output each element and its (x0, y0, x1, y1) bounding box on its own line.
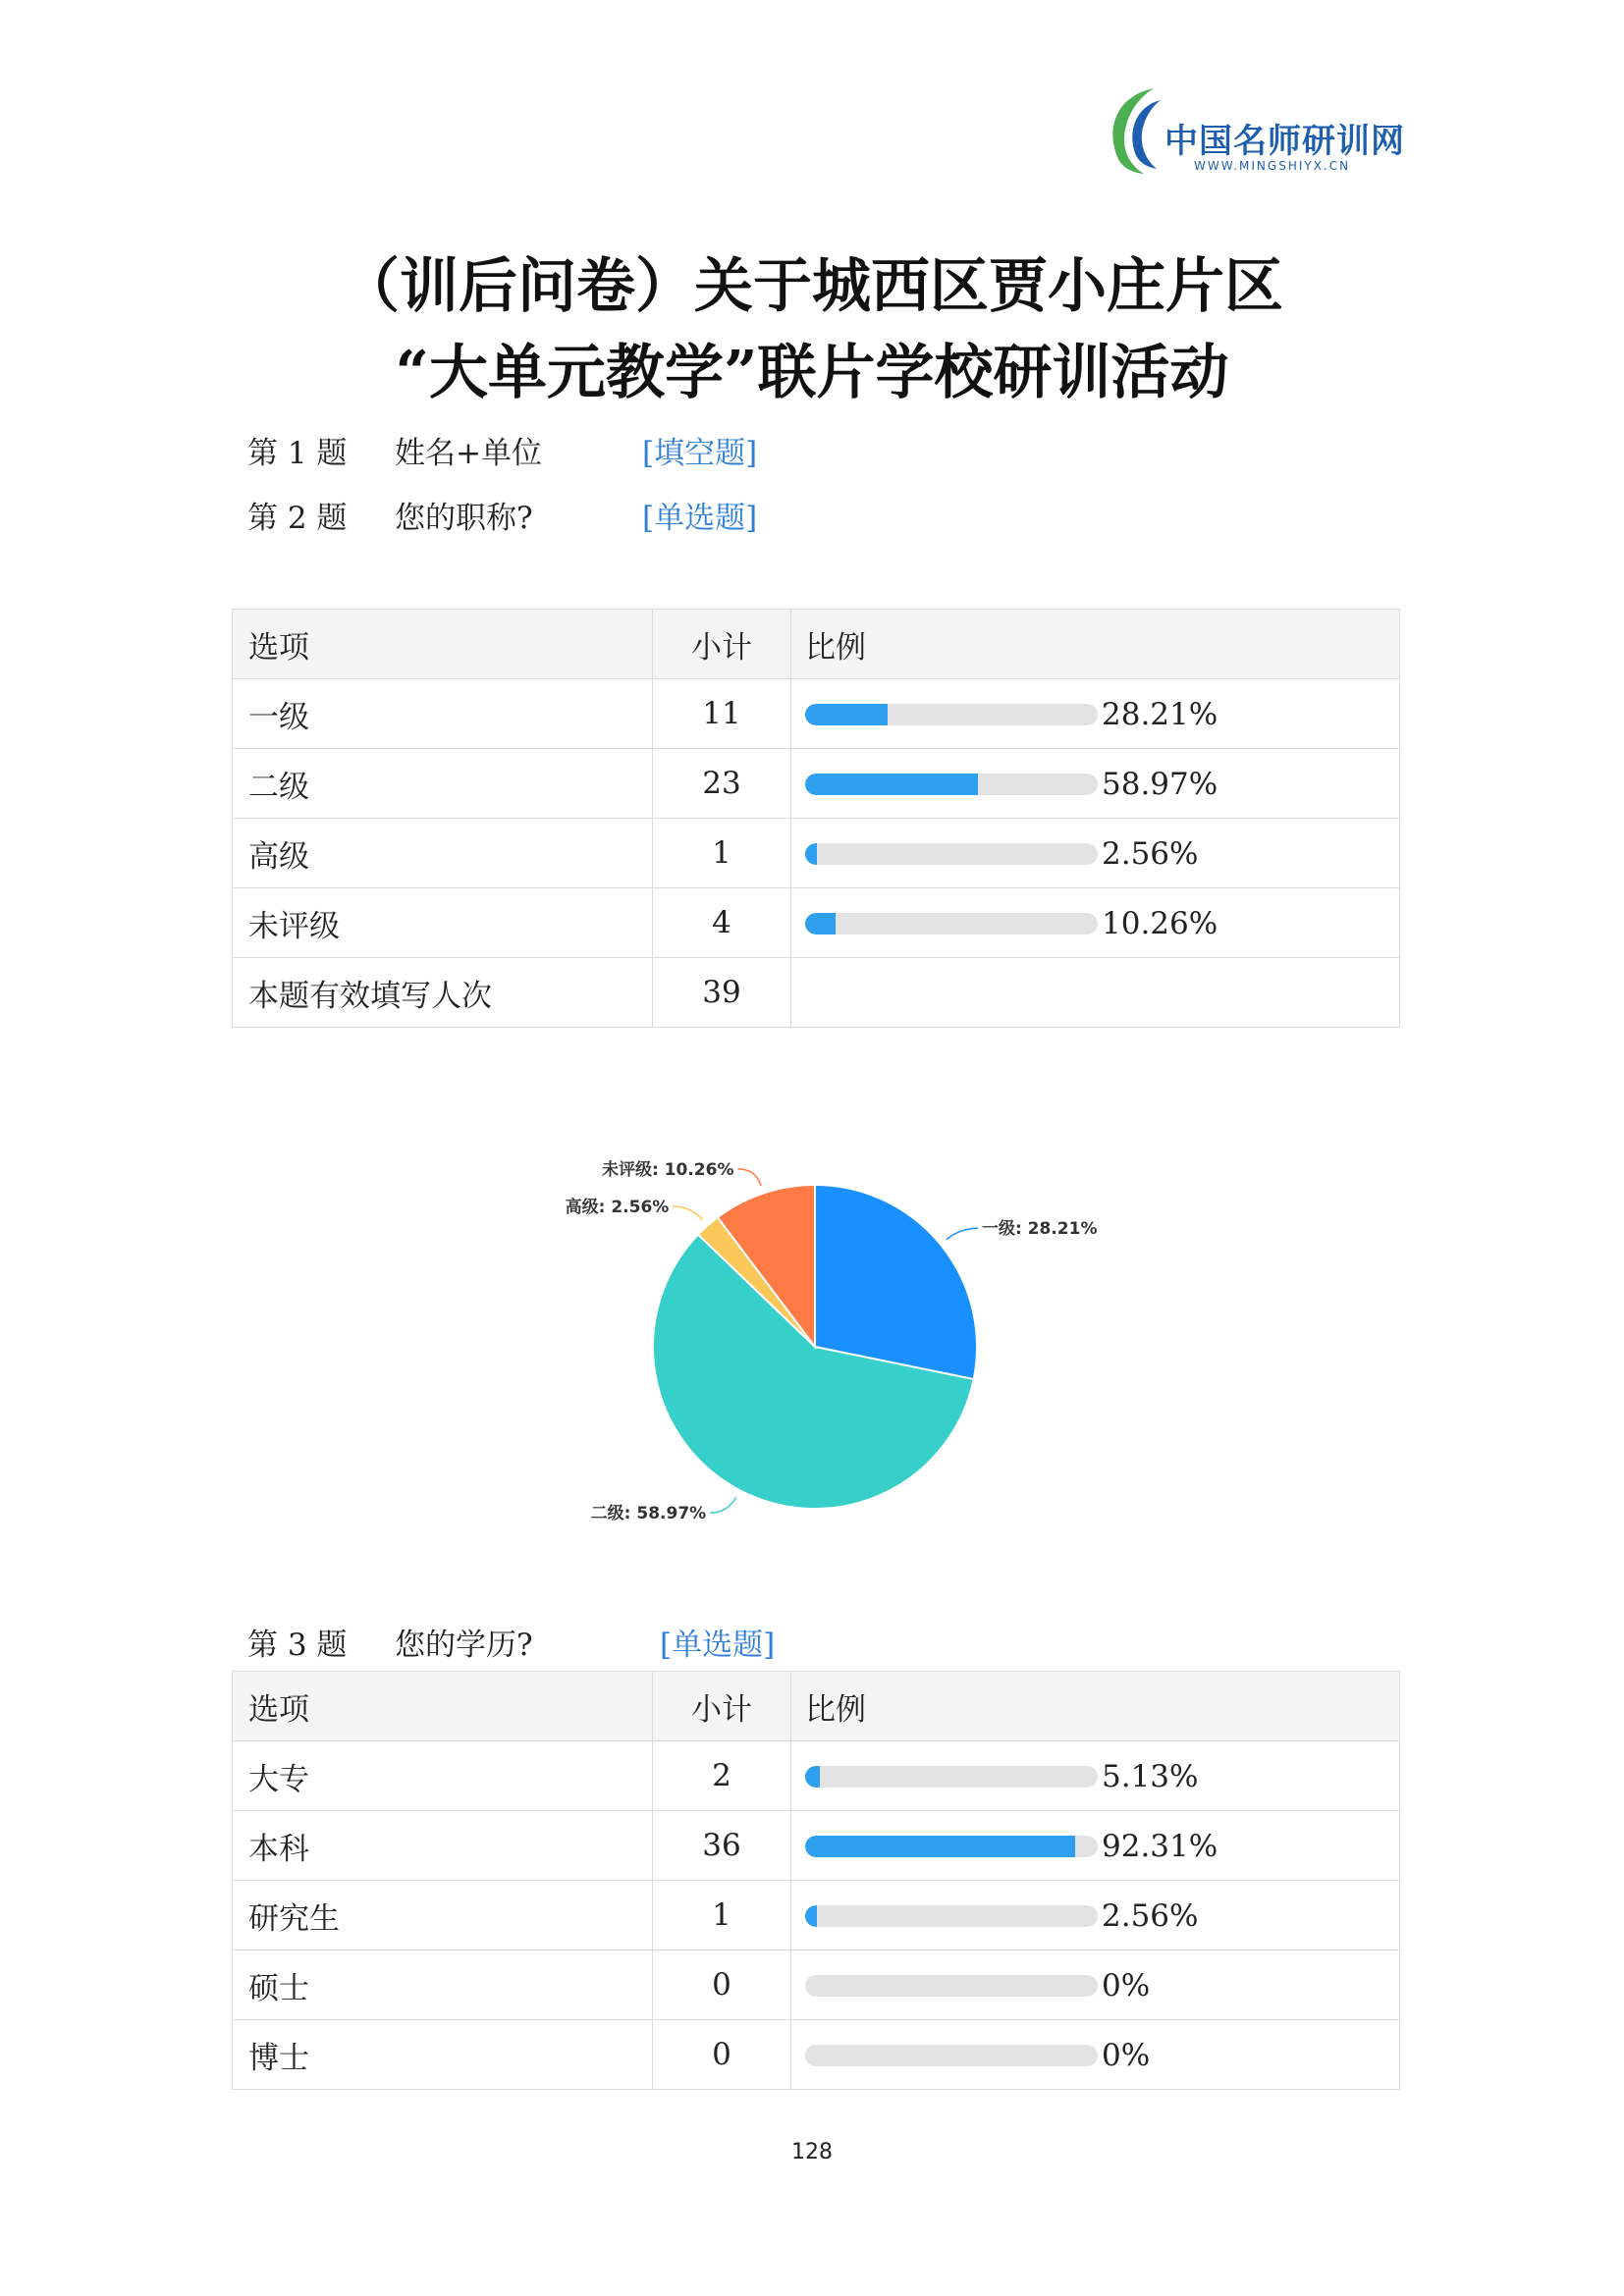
table-row (233, 1811, 1400, 1881)
logo-swoosh-icon (1100, 80, 1168, 179)
table-row (233, 1881, 1400, 1950)
ratio-percent: 58.97% (1102, 766, 1218, 802)
table-header-row (233, 610, 1400, 679)
ratio-bar (805, 913, 1098, 934)
ratio-bar (805, 1905, 1098, 1927)
table-row (233, 1950, 1400, 2020)
option-label: 未评级 (233, 888, 653, 958)
option-label: 高级 (233, 819, 653, 888)
table-row (233, 679, 1400, 749)
ratio-bar (805, 1975, 1098, 1997)
ratio-bar-fill (805, 913, 836, 934)
ratio-cell (791, 2020, 1400, 2090)
total-empty-cell (791, 958, 1400, 1028)
ratio-cell (791, 1950, 1400, 2020)
option-count: 36 (653, 1811, 791, 1881)
option-label: 硕士 (233, 1950, 653, 2020)
pie-leader-line-3 (737, 1169, 761, 1186)
logo-name: 中国名师研训网 (1164, 122, 1405, 161)
option-count: 4 (653, 888, 791, 958)
pie-label-3: 未评级: 10.26% (601, 1159, 734, 1180)
option-count: 1 (653, 819, 791, 888)
ratio-percent: 0% (1102, 2037, 1151, 2073)
question-type-link[interactable]: [填空题] (642, 436, 758, 471)
results-table-q3 (232, 1671, 1400, 2090)
table-row (233, 819, 1400, 888)
ratio-cell (791, 1881, 1400, 1950)
ratio-cell (791, 819, 1400, 888)
header-ratio: 比例 (791, 610, 1400, 679)
ratio-bar (805, 1766, 1098, 1788)
ratio-percent: 5.13% (1102, 1758, 1199, 1794)
question-3 (247, 1620, 776, 1664)
option-label: 大专 (233, 1741, 653, 1811)
option-label: 研究生 (233, 1881, 653, 1950)
question-1 (247, 428, 758, 472)
header-count: 小计 (653, 1672, 791, 1741)
question-number: 第 1 题 (247, 436, 348, 471)
ratio-bar-fill (805, 1836, 1075, 1857)
option-count: 11 (653, 679, 791, 749)
ratio-percent: 28.21% (1102, 696, 1218, 732)
ratio-bar (805, 2045, 1098, 2066)
option-count: 0 (653, 2020, 791, 2090)
pie-slice-0[interactable] (815, 1185, 977, 1379)
header-option: 选项 (233, 1672, 653, 1741)
total-label: 本题有效填写人次 (233, 958, 653, 1028)
question-type-link[interactable]: [单选题] (642, 501, 758, 536)
pie-label-0: 一级: 28.21% (981, 1219, 1098, 1240)
ratio-percent: 2.56% (1102, 1897, 1199, 1934)
question-text: 您的学历? (395, 1628, 533, 1663)
pie-leader-line-2 (673, 1206, 702, 1219)
pie-chart (520, 1129, 1129, 1561)
ratio-bar-fill (805, 704, 888, 725)
option-label: 一级 (233, 679, 653, 749)
table-row (233, 2020, 1400, 2090)
ratio-bar (805, 704, 1098, 725)
question-type-link[interactable]: [单选题] (660, 1628, 776, 1663)
table-row (233, 888, 1400, 958)
ratio-cell (791, 1741, 1400, 1811)
ratio-bar (805, 1836, 1098, 1857)
ratio-percent: 92.31% (1102, 1828, 1218, 1864)
ratio-percent: 10.26% (1102, 905, 1218, 941)
results-table-q2 (232, 609, 1400, 1028)
ratio-cell (791, 888, 1400, 958)
ratio-percent: 0% (1102, 1967, 1151, 2003)
ratio-cell (791, 1811, 1400, 1881)
logo-url: WWW.MINGSHIYX.CN (1194, 159, 1351, 173)
pie-leader-line-0 (947, 1228, 978, 1239)
header-count: 小计 (653, 610, 791, 679)
ratio-bar (805, 843, 1098, 865)
ratio-bar-fill (805, 843, 817, 865)
ratio-bar (805, 774, 1098, 795)
question-2 (247, 493, 758, 537)
option-count: 23 (653, 749, 791, 819)
option-label: 博士 (233, 2020, 653, 2090)
page-title-line1: （训后问卷）关于城西区贾小庄片区 (341, 252, 1283, 321)
table-row (233, 749, 1400, 819)
header-option: 选项 (233, 610, 653, 679)
option-label: 本科 (233, 1811, 653, 1881)
ratio-cell (791, 679, 1400, 749)
pie-label-2: 高级: 2.56% (565, 1198, 670, 1218)
ratio-cell (791, 749, 1400, 819)
question-number: 第 2 题 (247, 501, 348, 536)
question-text: 姓名+单位 (395, 436, 542, 471)
question-number: 第 3 题 (247, 1628, 348, 1663)
ratio-bar-fill (805, 1905, 817, 1927)
pie-leader-line-1 (710, 1497, 735, 1513)
pie-label-1: 二级: 58.97% (590, 1504, 707, 1524)
table-row (233, 1741, 1400, 1811)
question-text: 您的职称? (395, 501, 533, 536)
ratio-bar-fill (805, 1766, 820, 1788)
page-number: 128 (791, 2140, 833, 2164)
option-count: 1 (653, 1881, 791, 1950)
site-logo (1100, 80, 1414, 188)
total-count: 39 (653, 958, 791, 1028)
option-label: 二级 (233, 749, 653, 819)
table-header-row (233, 1672, 1400, 1741)
header-ratio: 比例 (791, 1672, 1400, 1741)
option-count: 0 (653, 1950, 791, 2020)
ratio-percent: 2.56% (1102, 835, 1199, 872)
ratio-bar-fill (805, 774, 978, 795)
page-title-line2: “大单元教学”联片学校研训活动 (395, 339, 1229, 407)
option-count: 2 (653, 1741, 791, 1811)
table-total-row (233, 958, 1400, 1028)
